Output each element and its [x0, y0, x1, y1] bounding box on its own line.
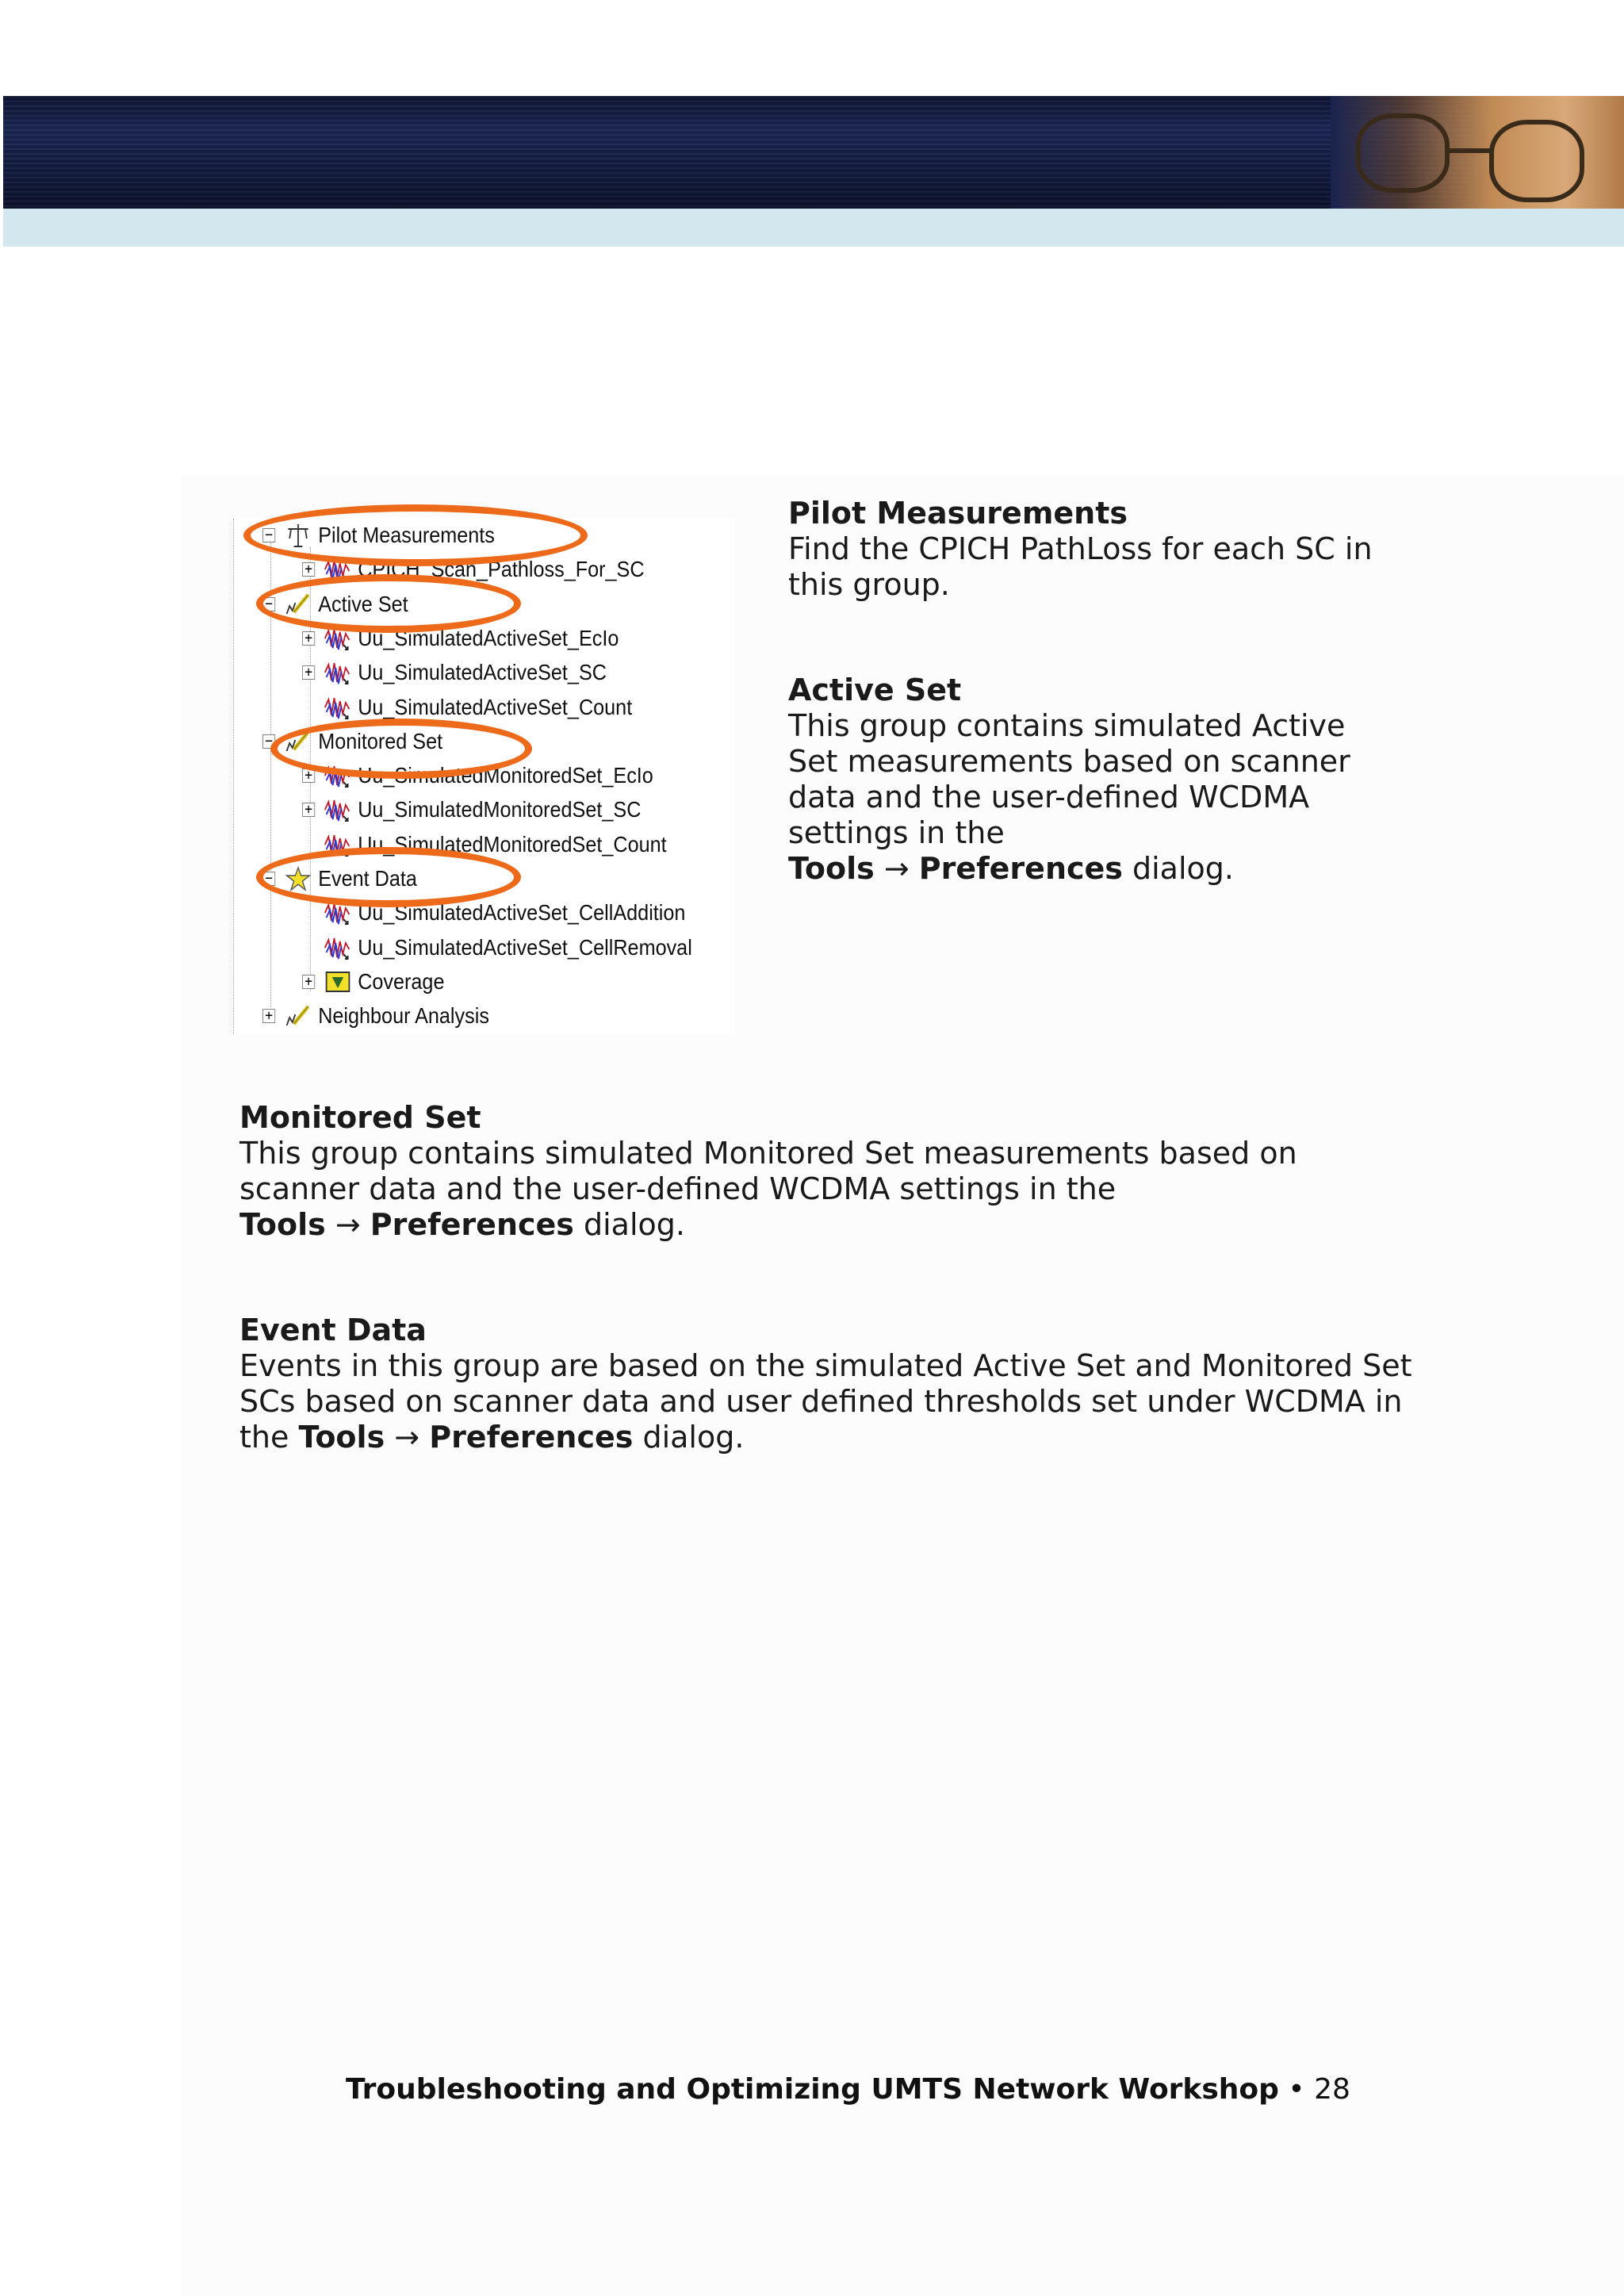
glasses-right-lens	[1489, 120, 1584, 202]
section-event-data	[239, 1313, 1412, 1455]
menu-tools: Tools	[788, 851, 875, 886]
waveform-icon	[324, 626, 352, 651]
tree-item[interactable]	[302, 622, 619, 655]
menu-tail: dialog.	[573, 1207, 685, 1242]
expand-icon[interactable]: +	[302, 803, 315, 817]
waveform-icon	[324, 660, 352, 685]
section-text: data and the user-defined WCDMA	[788, 780, 1310, 815]
header-banner	[3, 96, 1624, 209]
arrow-icon: →	[394, 1420, 420, 1455]
section-title: Event Data	[239, 1313, 427, 1347]
expand-icon[interactable]: +	[302, 562, 315, 577]
section-active-set	[788, 673, 1350, 887]
tree-item[interactable]	[302, 553, 645, 586]
tree-item-label: Event Data	[318, 866, 417, 891]
tree-item[interactable]	[262, 999, 489, 1033]
expand-icon[interactable]: +	[302, 975, 315, 989]
section-title: Monitored Set	[239, 1100, 481, 1135]
waveform-icon	[324, 832, 352, 857]
waveform-icon	[324, 557, 352, 582]
tree-item[interactable]	[302, 965, 444, 999]
tree-item-label: Uu_SimulatedMonitoredSet_Count	[358, 831, 667, 857]
menu-path	[239, 1207, 1297, 1243]
collapse-icon[interactable]: −	[262, 597, 275, 611]
tree-item[interactable]	[262, 725, 442, 758]
collapse-icon[interactable]: −	[262, 528, 275, 542]
tree-item-label: Uu_SimulatedActiveSet_SC	[358, 660, 607, 685]
waveform-icon	[324, 900, 352, 926]
pen-chart-icon	[284, 729, 312, 754]
tree-item-label: Uu_SimulatedActiveSet_Count	[358, 694, 633, 719]
menu-tail: dialog.	[633, 1420, 745, 1455]
menu-path	[239, 1420, 1412, 1455]
tree-item[interactable]	[302, 896, 685, 930]
section-text: settings in the	[788, 815, 1005, 850]
section-pilot-measurements	[788, 496, 1373, 603]
waveform-icon	[324, 935, 352, 960]
glasses-left-lens	[1356, 113, 1450, 193]
tree-item[interactable]	[302, 931, 692, 964]
coverage-icon	[324, 969, 352, 995]
footer-bullet: •	[1288, 2073, 1305, 2106]
pen-chart-icon	[284, 592, 312, 617]
tree-item[interactable]	[262, 862, 417, 895]
section-title: Pilot Measurements	[788, 496, 1128, 531]
tree-item-label: Uu_SimulatedActiveSet_CellAddition	[358, 900, 686, 926]
tree-item[interactable]	[262, 588, 408, 621]
tree-item-label: Active Set	[318, 591, 408, 616]
tree-item-label: Uu_SimulatedMonitoredSet_SC	[358, 797, 642, 822]
tree-item[interactable]	[302, 759, 653, 792]
tree-item-label: Neighbour Analysis	[318, 1003, 489, 1029]
footer-title: Troubleshooting and Optimizing UMTS Network Workshop	[346, 2073, 1279, 2106]
section-text: This group contains simulated Active	[788, 708, 1346, 743]
menu-lead: the	[239, 1420, 299, 1455]
waveform-icon	[324, 763, 352, 788]
tree-item-label: Coverage	[358, 968, 445, 994]
section-text: This group contains simulated Monitored Set measurements based on	[239, 1136, 1297, 1171]
banner-photo	[1331, 96, 1624, 209]
tree-item[interactable]	[302, 828, 667, 861]
tree-item[interactable]	[302, 691, 632, 724]
tree-view	[233, 519, 735, 1034]
section-monitored-set	[239, 1100, 1297, 1243]
menu-preferences: Preferences	[918, 851, 1123, 886]
menu-preferences: Preferences	[429, 1420, 634, 1455]
star-icon	[284, 866, 312, 891]
collapse-icon[interactable]: −	[262, 872, 275, 886]
header-band	[3, 209, 1624, 247]
page-number: 28	[1314, 2073, 1350, 2106]
collapse-icon[interactable]: −	[262, 734, 275, 749]
section-text: SCs based on scanner data and user defined thresholds set under WCDMA in	[239, 1384, 1403, 1419]
tree-item[interactable]	[262, 519, 495, 552]
section-title: Active Set	[788, 673, 962, 707]
glasses-bridge	[1448, 148, 1491, 153]
menu-tools: Tools	[239, 1207, 326, 1242]
arrow-icon: →	[883, 851, 910, 886]
tree-item-label: Pilot Measurements	[318, 523, 495, 547]
page-footer	[346, 2072, 1350, 2107]
menu-tools: Tools	[298, 1420, 385, 1455]
tree-item-label: CPICH_Scan_Pathloss_For_SC	[358, 557, 645, 582]
pen-chart-icon	[284, 1003, 312, 1029]
menu-path	[788, 851, 1350, 887]
tree-item-label: Uu_SimulatedActiveSet_CellRemoval	[358, 934, 692, 960]
expand-icon[interactable]: +	[302, 631, 315, 646]
section-text: Find the CPICH PathLoss for each SC in	[788, 531, 1373, 566]
tree-item-label: Uu_SimulatedActiveSet_EcIo	[358, 625, 619, 650]
expand-icon[interactable]: +	[302, 665, 315, 680]
expand-icon[interactable]: +	[302, 769, 315, 783]
section-text: Set measurements based on scanner	[788, 744, 1350, 779]
menu-tail: dialog.	[1122, 851, 1234, 886]
waveform-icon	[324, 797, 352, 822]
pilot-measurements-icon	[284, 523, 312, 548]
tree-item[interactable]	[302, 656, 607, 689]
section-text: scanner data and the user-defined WCDMA settings in the	[239, 1171, 1116, 1206]
tree-item-label: Uu_SimulatedMonitoredSet_EcIo	[358, 763, 653, 788]
waveform-icon	[324, 695, 352, 720]
tree-item[interactable]	[302, 793, 641, 826]
section-text: this group.	[788, 567, 950, 602]
section-text: Events in this group are based on the simulated Active Set and Monitored Set	[239, 1348, 1412, 1383]
arrow-icon: →	[335, 1207, 361, 1242]
expand-icon[interactable]: +	[262, 1009, 275, 1023]
menu-preferences: Preferences	[370, 1207, 574, 1242]
tree-item-label: Monitored Set	[318, 728, 443, 753]
